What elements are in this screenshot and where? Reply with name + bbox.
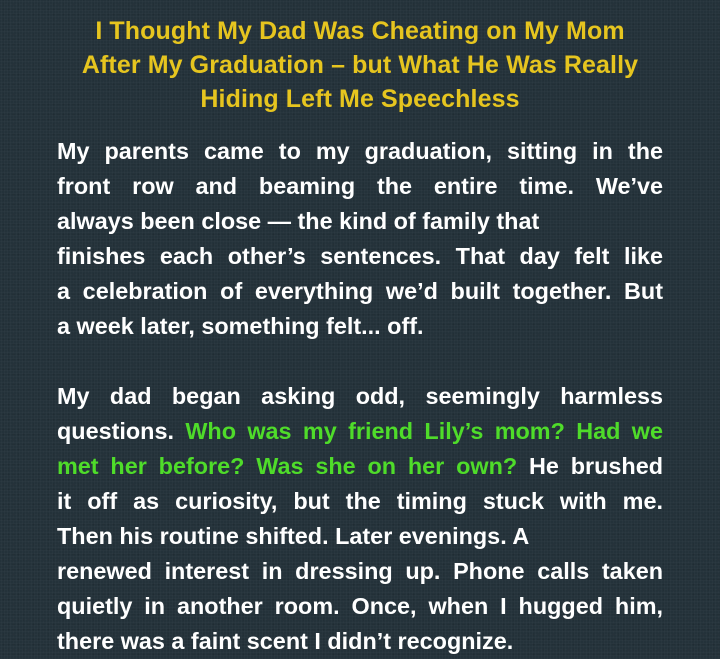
paragraph-spacer [57, 344, 663, 379]
paragraph-2-text: questions. [57, 418, 174, 444]
highlighted-questions: met her before? Was she on her own? [57, 453, 518, 479]
paragraph-2-line: Then his routine shifted. Later evenings. A [57, 523, 530, 549]
paragraph-1-line: a celebration of everything we’d built together. But [57, 278, 663, 304]
paragraph-2-text: He brushed [529, 453, 664, 479]
paragraph-1-line: always been close — the kind of family that [57, 208, 540, 234]
paragraph-1-line: front row and beaming the entire time. We’ve [57, 173, 663, 199]
paragraph-2-line: it off as curiosity, but the timing stuck with me. [57, 488, 663, 514]
paragraph-1-line: finishes each other’s sentences. That day felt like [57, 243, 663, 269]
paragraph-2 [57, 379, 663, 659]
paragraph-2-line: there was a faint scent I didn’t recognize. [57, 628, 514, 654]
headline-line-2: After My Graduation – but What He Was Really [81, 51, 639, 79]
paragraph-2-line [57, 414, 663, 449]
story-body [57, 134, 663, 659]
paragraph-2-line: quietly in another room. Once, when I hugged him, [57, 593, 663, 619]
paragraph-2-line: renewed interest in dressing up. Phone calls taken [57, 558, 663, 584]
headline-line-3: Hiding Left Me Speechless [200, 85, 520, 113]
headline-line-1: I Thought My Dad Was Cheating on My Mom [95, 17, 625, 45]
paragraph-1-line: My parents came to my graduation, sitting in the [57, 138, 663, 164]
paragraph-1 [57, 134, 663, 344]
highlighted-questions: Who was my friend Lily’s mom? Had we [185, 418, 664, 444]
paragraph-2-line: My dad began asking odd, seemingly harmless [57, 383, 663, 409]
paragraph-2-line [57, 449, 663, 484]
headline [40, 14, 680, 116]
paragraph-1-line: a week later, something felt... off. [57, 313, 424, 339]
